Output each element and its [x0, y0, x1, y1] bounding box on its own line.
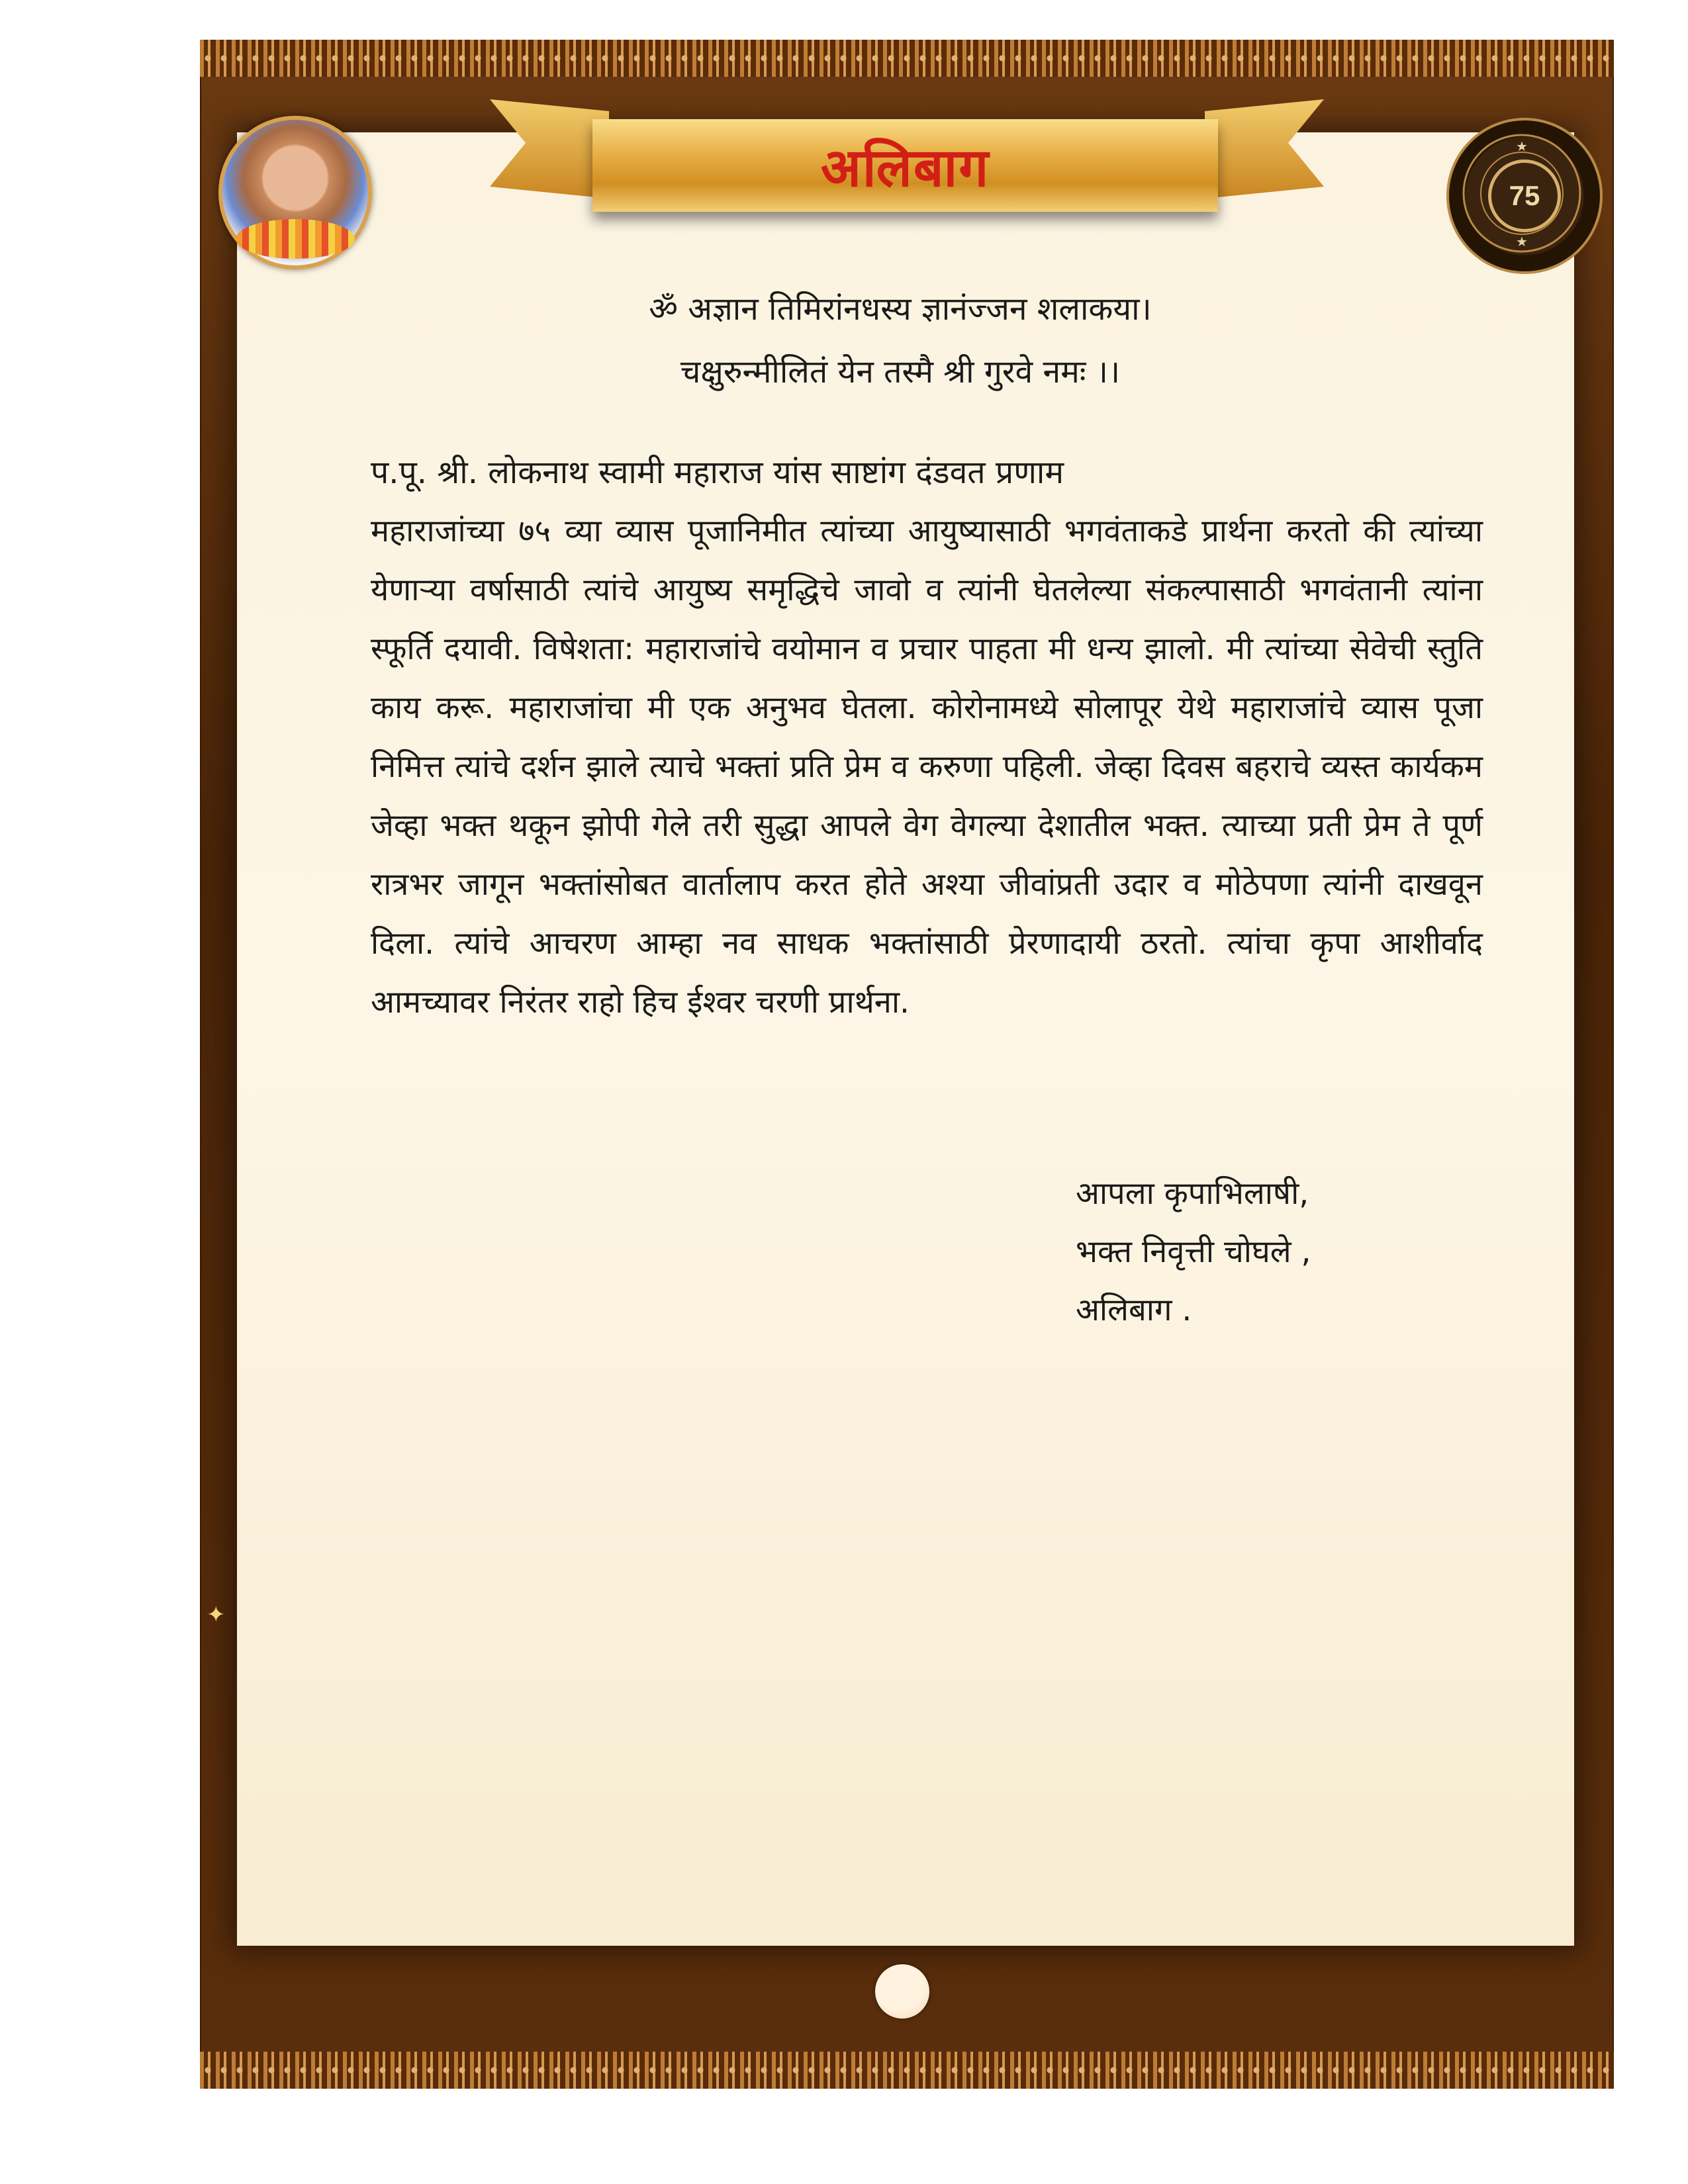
page-marker-dot: [875, 1964, 929, 2019]
signature-block: [1076, 1165, 1311, 1340]
flower-garland: [236, 219, 355, 259]
title-ribbon: [490, 99, 1324, 238]
badge-number: 75: [1488, 159, 1561, 232]
shloka-line-1: ॐ अज्ञान तिमिरांनधस्य ज्ञानंज्जन शलाकया।: [649, 291, 1152, 328]
svg-text:★: ★: [1516, 235, 1528, 250]
shloka-line-2: चक्षुरुन्मीलितं येन तस्मै श्री गुरवे नमः ।।: [680, 353, 1121, 390]
sparkle-icon: ✦: [207, 1602, 226, 1628]
guru-portrait-avatar: [218, 116, 372, 269]
svg-text:★: ★: [1516, 140, 1528, 154]
shloka-verse: [344, 278, 1456, 404]
bottom-ornamental-border: [200, 2052, 1614, 2089]
top-ornamental-border: [200, 40, 1614, 77]
signature-place: अलिबाग .: [1076, 1292, 1192, 1328]
letter-body: महाराजांच्या ७५ व्या व्यास पूजानिमीत त्यांच्या आयुष्यासाठी भगवंताकडे प्रार्थना करतो की त्यांच्या येणाऱ्या वर्षासाठी त्यांचे आयुष्य समृद्धिचे जावो व त्यांनी घेतलेल्या संकल्पासाठी भगवंतानी त्यांना स्फूर्ति दयावी. विषेशता: महाराजांचे वयोमान व प्रचार पाहता मी धन्य झालो. मी त्यांच्या सेवेची स्तुति काय करू. महाराजांचा मी एक अनुभव घेतला. कोरोनामध्ये सोलापूर येथे महाराजांचे व्यास पूजा निमित्त त्यांचे दर्शन झाले त्याचे भक्तां प्रति प्रेम व करुणा पहिली. जेव्हा दिवस बहराचे व्यस्त कार्यकम जेव्हा भक्त थकून झोपी गेले तरी सुद्धा आपले वेग वेगल्या देशातील भक्त. त्याच्या प्रती प्रेम ते पूर्ण रात्रभर जागून भक्तांसोबत वार्तालाप करत होते अश्या जीवांप्रती उदार व मोठेपणा त्यांनी दाखवून दिला. त्यांचे आचरण आम्हा नव साधक भक्तांसाठी प्रेरणादायी ठरतो. त्यांचा कृपा आशीर्वाद आमच्यावर निरंतर राहो हिच ईश्वर चरणी प्रार्थना.: [371, 513, 1483, 1021]
badge-ring-icon: [1456, 127, 1588, 259]
signature-name: भक्त निवृत्ती चोघले ,: [1076, 1234, 1311, 1270]
ribbon-tail-right: [1205, 99, 1324, 199]
ribbon-body: [592, 119, 1218, 212]
letter-content: [371, 278, 1483, 1032]
letter-salutation: प.पू. श्री. लोकनाथ स्वामी महाराज यांस साष्टांग दंडवत प्रणाम: [371, 454, 1064, 491]
vyasa-puja-75-badge: [1446, 118, 1603, 274]
page-title: अलिबाग: [820, 138, 990, 197]
signature-closing: आपला कृपाभिलाषी,: [1076, 1175, 1309, 1212]
ribbon-tail-left: [490, 99, 609, 199]
